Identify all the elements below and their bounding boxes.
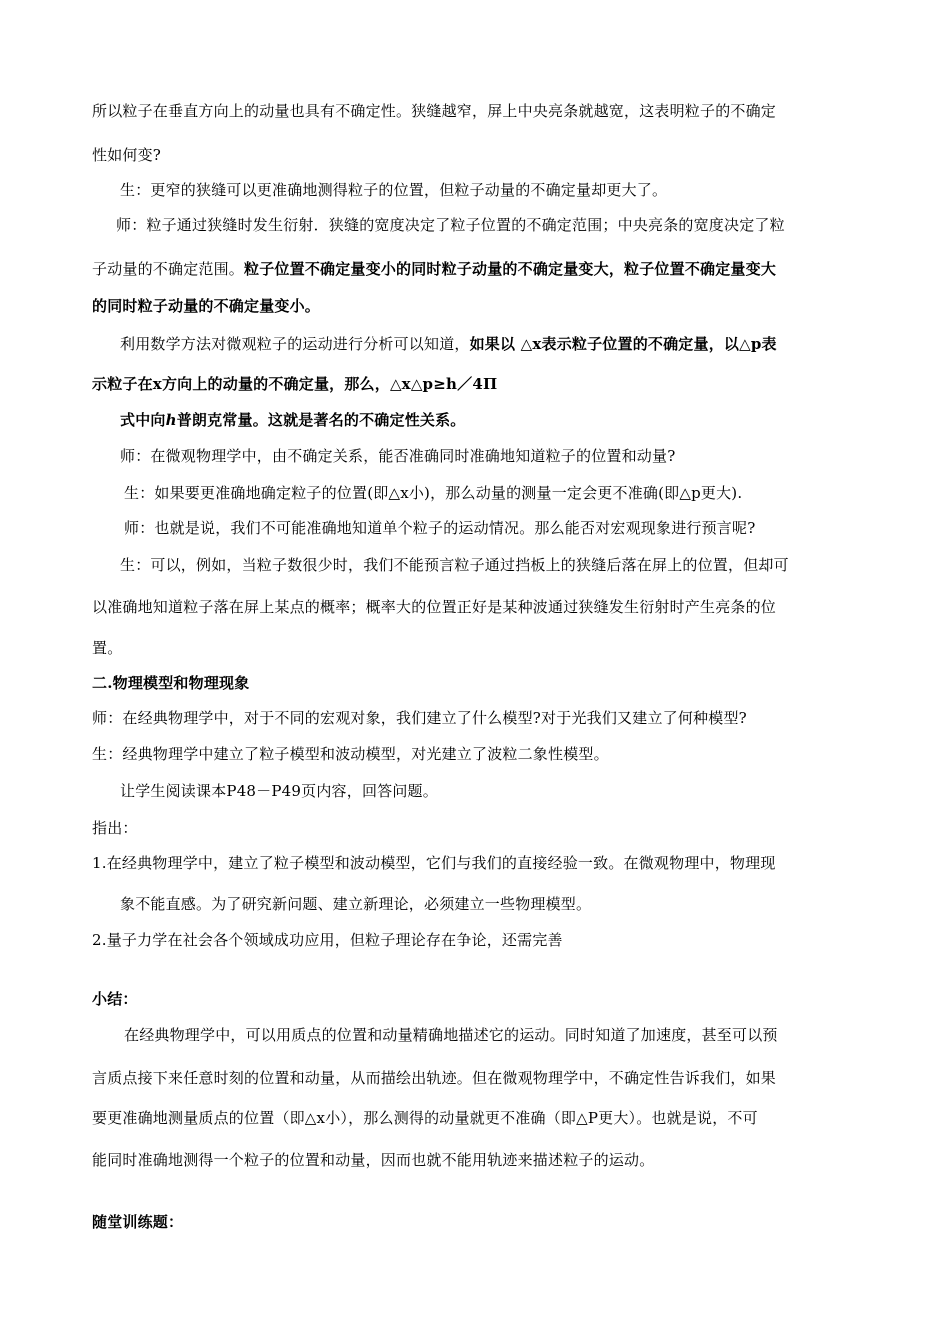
list-item: 1.在经典物理学中，建立了粒子模型和波动模型，它们与我们的直接经验一致。在微观物理中，物理现 [92,854,776,872]
dialogue-teacher: 师：在微观物理学中，由不确定关系，能否准确同时准确地知道粒子的位置和动量? [120,447,676,465]
summary-line: 言质点接下来任意时刻的位置和动量，从而描绘出轨迹。但在微观物理学中，不确定性告诉我们，如果 [92,1069,777,1087]
summary-line: 在经典物理学中，可以用质点的位置和动量精确地描述它的运动。同时知道了加速度，甚至可以预 [124,1026,778,1044]
paragraph-line: 指出： [92,819,138,837]
exercise-heading: 随堂训练题： [92,1213,184,1231]
paragraph-line: 性如何变? [92,146,162,164]
paragraph-line: 以准确地知道粒子落在屏上某点的概率；概率大的位置正好是某种波通过狭缝发生衍射时产生亮条的位 [92,598,777,616]
summary-line: 能同时准确地测得一个粒子的位置和动量，因而也就不能用轨迹来描述粒子的运动。 [92,1151,655,1169]
formula-line: 示粒子在x方向上的动量的不确定量，那么，△x△p≥h／4Π [92,375,498,393]
text-bold: 如果以 △x表示粒子位置的不确定量，以△p表 [469,335,777,353]
paragraph-line-bold: 的同时粒子动量的不确定量变小。 [92,297,321,315]
dialogue-teacher: 师：粒子通过狭缝时发生衍射．狭缝的宽度决定了粒子位置的不确定范围；中央亮条的宽度决定了粒 [116,216,785,234]
dialogue-student: 生：经典物理学中建立了粒子模型和波动模型，对光建立了波粒二象性模型。 [92,745,609,763]
paragraph-line [120,334,777,354]
text-normal: 利用数学方法对微观粒子的运动进行分析可以知道， [120,335,470,353]
paragraph-line [92,259,776,279]
paragraph-line: 所以粒子在垂直方向上的动量也具有不确定性。狭缝越窄，屏上中央亮条就越宽，这表明粒子的不确定 [92,102,777,120]
text-normal: 子动量的不确定范围。 [92,260,245,278]
dialogue-teacher: 师：在经典物理学中，对于不同的宏观对象，我们建立了什么模型?对于光我们又建立了何种模型? [92,709,747,727]
text-bold: 粒子位置不确定量变小的同时粒子动量的不确定量变大，粒子位置不确定量变大 [244,260,777,278]
summary-line: 要更准确地测量质点的位置（即△x小），那么测得的动量就更不准确（即△P更大）。也就是说，不可 [92,1109,758,1127]
dialogue-student: 生：如果要更准确地确定粒子的位置(即△x小)，那么动量的测量一定会更不准确(即△p更大). [124,484,743,502]
list-item-continuation: 象不能直感。为了研究新问题、建立新理论，必须建立一些物理模型。 [120,895,592,913]
paragraph-line: 置。 [92,639,123,657]
dialogue-student: 生：可以，例如，当粒子数很少时，我们不能预言粒子通过挡板上的狭缝后落在屏上的位置，但却可 [120,556,789,574]
dialogue-student: 生：更窄的狭缝可以更准确地测得粒子的位置，但粒子动量的不确定量却更大了。 [120,181,668,199]
paragraph-line: 让学生阅读课本P48－P49页内容，回答问题。 [120,782,438,800]
formula-explanation: 式中向ℎ普朗克常量。这就是著名的不确定性关系。 [120,411,466,429]
list-item: 2.量子力学在社会各个领域成功应用，但粒子理论存在争论，还需完善 [92,931,563,949]
section-heading: 二.物理模型和物理现象 [92,674,250,692]
summary-heading: 小结： [92,990,138,1008]
dialogue-teacher: 师：也就是说，我们不可能准确地知道单个粒子的运动情况。那么能否对宏观现象进行预言呢? [124,519,756,537]
